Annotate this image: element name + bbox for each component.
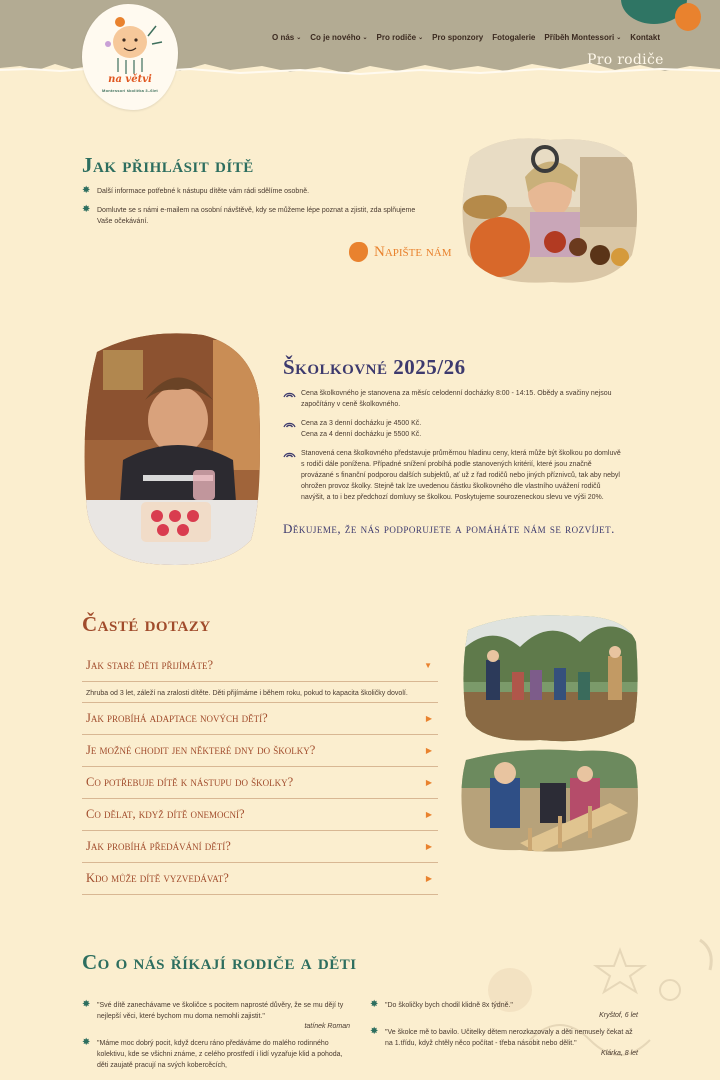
nav-item-pribeh-montessori[interactable]: [544, 33, 621, 42]
faq-question[interactable]: [82, 863, 438, 895]
testimonial-author: Klárka, 8 let: [601, 1050, 638, 1057]
chevron-down-icon: ⌄: [616, 35, 622, 41]
chevron-down-icon: ⌄: [296, 35, 302, 41]
write-us-button[interactable]: [349, 242, 452, 262]
nav-label: O nás: [272, 33, 295, 42]
faq-question-text: Jak probíhá předávání dětí?: [86, 839, 231, 853]
rainbow-bullet-icon: [283, 418, 296, 428]
logo-tree-icon: [82, 8, 178, 78]
list-item: [82, 186, 422, 197]
nav-item-pro-rodice[interactable]: [377, 33, 424, 42]
list-item: [283, 388, 623, 410]
enroll-title: Jak přihlásit dítě: [82, 153, 254, 177]
list-item-text: Domluvte se s námi e-mailem na osobní návštěvě, kdy se můžeme lépe poznat a zjistit, zda splňujeme Vaše očekávání.: [97, 207, 416, 225]
faq-question-open[interactable]: [82, 650, 438, 682]
nav-label: Pro rodiče: [376, 33, 417, 42]
star-bullet-icon: ✸: [82, 1037, 91, 1048]
faq-question[interactable]: [82, 735, 438, 767]
logo-wordmark: na větvi: [108, 74, 152, 85]
testimonial: [82, 1038, 350, 1071]
logo-subtitle: Montessori školička 3–6let: [102, 88, 158, 93]
faq-question-text: Co dělat, když dítě onemocní?: [86, 807, 245, 821]
faq-question-text: Kdo může dítě vyzvedávat?: [86, 871, 229, 885]
nav-item-o-nas[interactable]: [272, 33, 301, 42]
testimonial-author: Kryštof, 6 let: [599, 1012, 638, 1019]
nav-item-kontakt[interactable]: [630, 33, 660, 42]
photo-boy-painting: [83, 330, 261, 568]
rainbow-bullet-icon: [283, 448, 296, 458]
write-us-label: Napište nám: [374, 243, 452, 260]
star-bullet-icon: ✸: [82, 185, 91, 196]
faq-accordion: [82, 650, 438, 895]
star-bullet-icon: ✸: [370, 1026, 379, 1037]
list-item-text: Stanovená cena školkovného představuje průměrnou hladinu ceny, která může být školkou po domluvě s rodiči dále ponížena. Případné snížení probíhá podle stanovených kritérií, které jsou značně provázané s finanční podporou dalších subjektů, ať už z řad rodičů nebo jiných příznivců, tak aby nebyl ohrožen provoz školky. Stejně tak lze uvedenou částku školkovného dle vlastního uvážení rodičů navýšit, a to i bez předchozí domluvy se školkou. Poskytujeme sourozeneckou slevu ve výši 20%.: [301, 450, 621, 501]
faq-title: Časté dotazy: [82, 612, 211, 636]
caret-right-icon: ▶: [425, 842, 432, 851]
star-bullet-icon: ✸: [82, 999, 91, 1010]
testimonial: [82, 1000, 350, 1030]
enroll-list: [82, 186, 422, 235]
nav-label: Příběh Montessori: [544, 33, 615, 42]
fees-list: [283, 388, 623, 511]
testimonial: [370, 1000, 638, 1019]
site-header: [0, 0, 720, 110]
faq-question-text: Je možné chodit jen některé dny do školky?: [86, 743, 316, 757]
fees-title: Školkovné 2025/26: [283, 355, 466, 379]
testimonial-quote: "Své dítě zanechávame ve školičce s pocitem naprosté důvěry, že se mu dějí ty nejlepší věci, které bychom mu doma nemohli zajistit.": [97, 1002, 344, 1020]
faq-question-text: Jak probíhá adaptace nových dětí?: [86, 711, 268, 725]
faq-question-text: Co potřebuje dítě k nástupu do školky?: [86, 775, 294, 789]
faq-question[interactable]: [82, 767, 438, 799]
nav-item-co-je-noveho[interactable]: [310, 33, 367, 42]
caret-right-icon: ▶: [425, 874, 432, 883]
faq-question[interactable]: [82, 799, 438, 831]
fees-thanks: Děkujeme, že nás podporujete a pomáháte nám se rozvíjet.: [283, 521, 615, 536]
faq-answer: Zhruba od 3 let, záleží na zralosti dítěte. Děti přijímáme i během roku, pokud to kapacita školičky dovolí.: [82, 682, 438, 703]
chevron-down-icon: ⌄: [418, 35, 424, 41]
decor-orange-dot: [675, 3, 701, 31]
nav-item-fotogalerie[interactable]: [492, 33, 535, 42]
star-bullet-icon: ✸: [82, 204, 91, 215]
list-item-text: Další informace potřebné k nástupu dítěte vám rádi sdělíme osobně.: [97, 188, 310, 195]
photo-girl-magnifier: [460, 137, 638, 285]
list-item: [283, 418, 623, 440]
rainbow-bullet-icon: [283, 388, 296, 398]
testimonial-quote: "Ve školce mě to bavilo. Učitelky dětem nerozkazovaly a děti nemusely čekat až na 1.třídu, když chtěly něco počítat - třeba násobit nebo dělit.": [385, 1029, 633, 1047]
caret-right-icon: ▶: [425, 810, 432, 819]
testimonials-left: [82, 1000, 350, 1079]
list-item-text: Cena školkovného je stanovena za měsíc celodenní docházky 8:00 - 14:15. Obědy a svačiny nejsou započítány v ceně školkovného.: [301, 390, 612, 408]
photo-kids-forest: [460, 612, 638, 744]
testimonials-title: Co o nás říkají rodiče a děti: [82, 950, 357, 974]
photo-kids-building: [460, 748, 638, 853]
testimonials-right: [370, 1000, 638, 1065]
testimonial: [370, 1027, 638, 1057]
testimonial-quote: "Do školičky bych chodil klidně 8x týdně.": [385, 1002, 513, 1009]
nav-label: Co je nového: [310, 33, 361, 42]
caret-down-icon: ▼: [424, 661, 432, 670]
orange-dot-icon: [349, 242, 368, 262]
nav-label: Kontakt: [630, 33, 660, 42]
caret-right-icon: ▶: [425, 746, 432, 755]
caret-right-icon: ▶: [425, 714, 432, 723]
page-label: Pro rodiče: [587, 52, 664, 68]
list-item: [283, 448, 623, 503]
faq-question[interactable]: [82, 831, 438, 863]
caret-right-icon: ▶: [425, 778, 432, 787]
nav-item-pro-sponzory[interactable]: [432, 33, 483, 42]
main-nav: [272, 33, 660, 42]
testimonial-quote: "Máme moc dobrý pocit, když dceru ráno předáváme do malého rodinného kolektivu, kde se všichni známe, z celého prostředí i lidí vyzařuje klid a pohoda, děti zaujatě pracují na svých kobercěcích,: [97, 1040, 343, 1069]
list-item: [82, 205, 422, 227]
list-item-text: Cena za 3 denní docházku je 4500 Kč. Cena za 4 denní docházku je 5500 Kč.: [301, 420, 422, 438]
nav-label: Fotogalerie: [492, 33, 536, 42]
faq-question[interactable]: [82, 703, 438, 735]
testimonial-author: tatínek Roman: [304, 1023, 350, 1030]
faq-question-text: Jak staré děti přijímáte?: [86, 658, 214, 672]
nav-label: Pro sponzory: [432, 33, 484, 42]
chevron-down-icon: ⌄: [362, 35, 368, 41]
star-bullet-icon: ✸: [370, 999, 379, 1010]
site-logo[interactable]: [82, 4, 178, 110]
